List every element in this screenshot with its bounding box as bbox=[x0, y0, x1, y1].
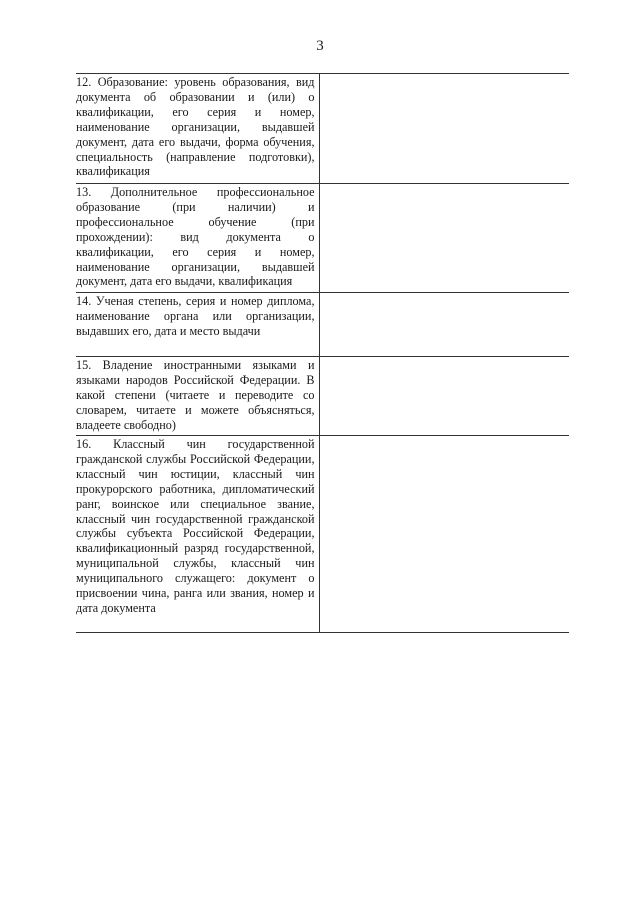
languages-answer-field[interactable] bbox=[319, 357, 569, 436]
table-row bbox=[76, 436, 569, 633]
languages-label: 15. Владение иностранными языками и языками народов Российской Федерации. В какой степени (читаете и переводите со словарем, читаете и можете объясняться, владеете свободно) bbox=[76, 357, 319, 436]
table-row bbox=[76, 74, 569, 184]
class-rank-label: 16. Классный чин государственной гражданской службы Российской Федерации, классный чин юстиции, классный чин прокурорского работника, дипломатический ранг, воинское или специальное звание, классный чин государственной гражданской службы субъекта Российской Федерации, квалификационный разряд государственной, муниципальной службы, классный чин муниципального служащего: документ о присвоении чина, ранга или звания, номер и дата документа bbox=[76, 436, 319, 633]
table-row bbox=[76, 184, 569, 293]
education-answer-field[interactable] bbox=[319, 74, 569, 184]
academic-degree-answer-field[interactable] bbox=[319, 293, 569, 357]
education-label: 12. Образование: уровень образования, вид документа об образовании и (или) о квалификации, его серия и номер, наименование организации, выдавшей документ, дата его выдачи, форма обучения, специальность (направление подготовки), квалификация bbox=[76, 74, 319, 184]
table-row bbox=[76, 357, 569, 436]
table-row bbox=[76, 293, 569, 357]
class-rank-answer-field[interactable] bbox=[319, 436, 569, 633]
academic-degree-label: 14. Ученая степень, серия и номер диплома, наименование органа или организации, выдавших его, дата и место выдачи bbox=[76, 293, 319, 357]
additional-education-answer-field[interactable] bbox=[319, 184, 569, 293]
additional-education-label: 13. Дополнительное профессиональное образование (при наличии) и профессиональное обучение (при прохождении): вид документа о квалификации, его серия и номер, наименование организации, выдавшей документ, дата его выдачи, квалификация bbox=[76, 184, 319, 293]
questionnaire-table bbox=[76, 73, 569, 633]
page-number: 3 bbox=[316, 38, 324, 54]
